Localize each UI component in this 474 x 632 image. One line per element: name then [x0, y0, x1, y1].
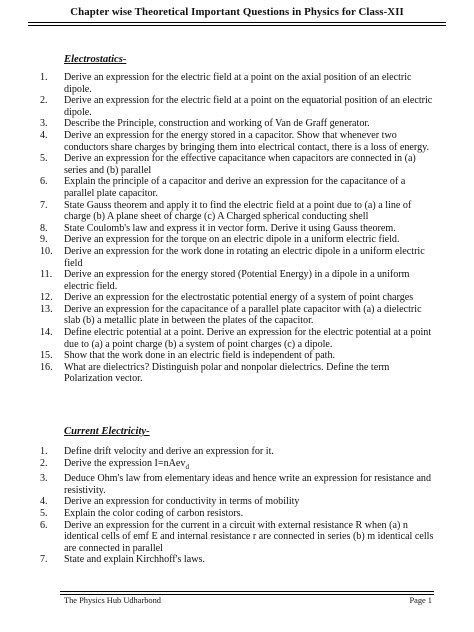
question-item	[40, 292, 436, 304]
section-title-electrostatics: Electrostatics-	[64, 54, 127, 65]
question-text: State Coulomb's law and express it in vector form. Derive it using Gauss theorem.	[64, 222, 396, 234]
question-number: 14.	[40, 327, 53, 339]
question-item	[40, 234, 436, 246]
question-number: 12.	[40, 292, 53, 304]
question-number: 1.	[40, 72, 48, 83]
question-text: Derive an expression for the capacitance of a parallel plate capacitor with (a) a dielectric slab (b) a metallic plate in between the plates of the capacitor.	[64, 303, 422, 327]
question-number: 3.	[40, 118, 48, 130]
question-number: 1.	[40, 446, 48, 457]
footer-page-number: Page 1	[409, 596, 432, 605]
question-item	[40, 223, 436, 235]
question-list-electrostatics	[40, 72, 436, 385]
question-number: 6.	[40, 176, 48, 188]
question-item	[40, 496, 436, 508]
question-number: 4.	[40, 496, 48, 508]
question-text: Derive an expression for the current in a circuit with external resistance R when (a) n identical cells of emf E and internal resistance r are connected in series (b) m identical cells are connected in parallel	[64, 519, 434, 554]
question-item	[40, 350, 436, 362]
question-item	[40, 446, 436, 458]
question-text: Explain the color coding of carbon resistors.	[64, 507, 244, 519]
question-number: 11.	[40, 269, 53, 281]
section-title-current-electricity: Current Electricity-	[64, 426, 150, 437]
question-number: 10.	[40, 245, 53, 257]
question-item	[40, 304, 436, 327]
question-text: Describe the Principle, construction and working of Van de Graff generator.	[64, 118, 370, 130]
question-list-current-electricity	[40, 446, 436, 566]
question-number: 9.	[40, 234, 48, 246]
question-item	[40, 362, 436, 385]
question-number: 13.	[40, 303, 53, 315]
question-item	[40, 554, 436, 566]
question-text: Derive an expression for the electric field at a point on the equatorial position of an electric dipole.	[64, 95, 433, 118]
question-text: Derive the expression I=nAev	[64, 457, 186, 469]
question-item	[40, 327, 436, 350]
question-item	[40, 520, 436, 555]
question-text: State Gauss theorem and apply it to find the electric field at a point due to (a) a line of charge (b) A plane sheet of charge (c) A Charged spherical conducting shell	[64, 199, 412, 223]
question-text: Derive an expression for the energy stored in a capacitor. Show that whenever two conductors share charges by bringing them into electrical contact, there is a loss of energy.	[64, 129, 430, 153]
question-number: 2.	[40, 457, 48, 469]
question-text: Explain the principle of a capacitor and derive an expression for the capacitance of a parallel plate capacitor.	[64, 176, 406, 199]
question-item	[40, 153, 436, 176]
question-item	[40, 95, 436, 118]
question-number: 7.	[40, 554, 48, 566]
question-item	[40, 508, 436, 520]
question-number: 15.	[40, 350, 53, 362]
question-text: Derive an expression for the effective capacitance when capacitors are connected in (a) series and (b) parallel	[64, 153, 416, 176]
question-text: Define electric potential at a point. Derive an expression for the electric potential at a point due to (a) a point charge (b) a system of point charges (c) a dipole.	[64, 327, 432, 350]
question-number: 16.	[40, 361, 53, 373]
question-text: Derive an expression for the energy stored (Potential Energy) in a dipole in a uniform electric field.	[64, 269, 410, 292]
question-item	[40, 269, 436, 292]
question-text: Derive an expression for the torque on an electric dipole in a uniform electric field.	[64, 234, 400, 246]
header-rule-thin	[28, 25, 446, 26]
question-item	[40, 246, 436, 269]
question-item	[40, 72, 436, 95]
question-item	[40, 473, 436, 496]
question-item	[40, 200, 436, 223]
question-item	[40, 458, 436, 474]
question-item	[40, 130, 436, 153]
question-number: 5.	[40, 153, 48, 165]
question-text: Derive an expression for the work done in rotating an electric dipole in a uniform electric field	[64, 245, 425, 269]
question-number: 7.	[40, 199, 48, 211]
question-item	[40, 176, 436, 199]
question-number: 2.	[40, 95, 48, 107]
question-text: Derive an expression for conductivity in terms of mobility	[64, 496, 300, 508]
question-text: Derive an expression for the electrostatic potential energy of a system of point charges	[64, 292, 414, 304]
question-number: 4.	[40, 129, 48, 141]
header-rule	[28, 22, 446, 23]
footer-publisher: The Physics Hub Udharbond	[64, 596, 161, 605]
question-text: State and explain Kirchhoff's laws.	[64, 554, 205, 566]
question-item	[40, 118, 436, 130]
question-text: Derive an expression for the electric field at a point on the axial position of an electric dipole.	[64, 72, 412, 95]
question-subscript: d	[185, 462, 189, 471]
question-number: 3.	[40, 473, 48, 485]
page-header-title: Chapter wise Theoretical Important Questions in Physics for Class-XII	[70, 6, 404, 18]
footer-rule-thin	[60, 594, 434, 595]
question-text: What are dielectrics? Distinguish polar and nonpolar dielectrics. Define the term Polarization vector.	[64, 361, 390, 385]
question-number: 8.	[40, 222, 48, 234]
question-text: Show that the work done in an electric field is independent of path.	[64, 350, 336, 362]
question-text: Define drift velocity and derive an expression for it.	[64, 446, 274, 457]
question-number: 5.	[40, 507, 48, 519]
question-number: 6.	[40, 519, 48, 531]
footer-rule	[60, 591, 434, 592]
question-text: Deduce Ohm's law from elementary ideas and hence write an expression for resistance and resistivity.	[64, 473, 432, 496]
